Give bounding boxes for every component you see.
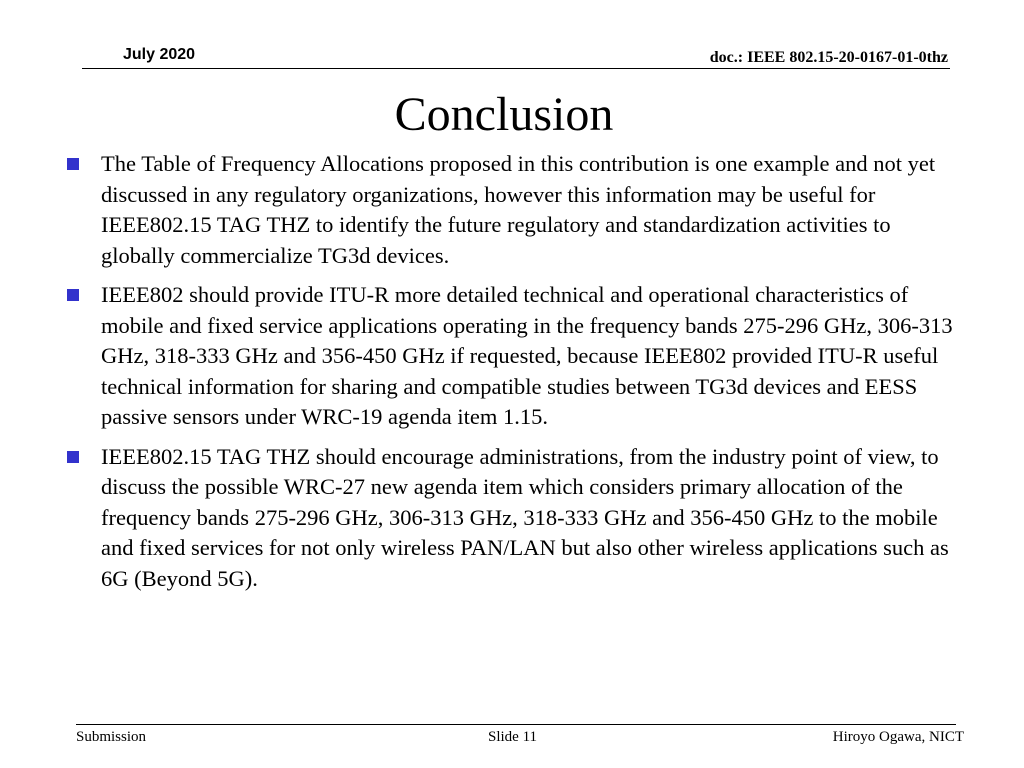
bullet-item <box>64 149 964 271</box>
bullet-text: The Table of Frequency Allocations proposed in this contribution is one example and not yet discussed in any regulatory organizations, however this information may be useful for IEEE802.15 TAG THZ to identify the future regulatory and standardization activities to globally commercialize TG3d devices. <box>101 151 936 268</box>
footer-divider <box>76 724 956 725</box>
slide-title: Conclusion <box>394 88 614 141</box>
bullet-item <box>64 442 964 595</box>
square-bullet-icon <box>67 451 79 463</box>
bullet-list <box>64 149 964 603</box>
header-date: July 2020 <box>123 46 196 63</box>
bullet-text: IEEE802 should provide ITU-R more detailed technical and operational characteristics of mobile and fixed service applications operating in the frequency bands 275-296 GHz, 306-313 GHz, 318-333 GHz and 356-450 GHz if requested, because IEEE802 provided ITU-R useful technical information for sharing and compatible studies between TG3d devices and EESS passive sensors under WRC-19 agenda item 1.15. <box>101 282 953 429</box>
footer-slide-number: Slide 11 <box>488 729 538 745</box>
bullet-item <box>64 280 964 433</box>
header-divider <box>82 68 950 69</box>
footer-submission: Submission <box>76 729 147 745</box>
square-bullet-icon <box>67 158 79 170</box>
header-doc-id: doc.: IEEE 802.15-20-0167-01-0thz <box>709 49 948 66</box>
square-bullet-icon <box>67 289 79 301</box>
footer-author: Hiroyo Ogawa, NICT <box>832 729 964 745</box>
bullet-text: IEEE802.15 TAG THZ should encourage administrations, from the industry point of view, to discuss the possible WRC-27 new agenda item which considers primary allocation of the frequency bands 275-296 GHz, 306-313 GHz, 318-333 GHz and 356-450 GHz to the mobile and fixed services for not only wireless PAN/LAN but also other wireless applications such as 6G (Beyond 5G). <box>101 443 949 591</box>
